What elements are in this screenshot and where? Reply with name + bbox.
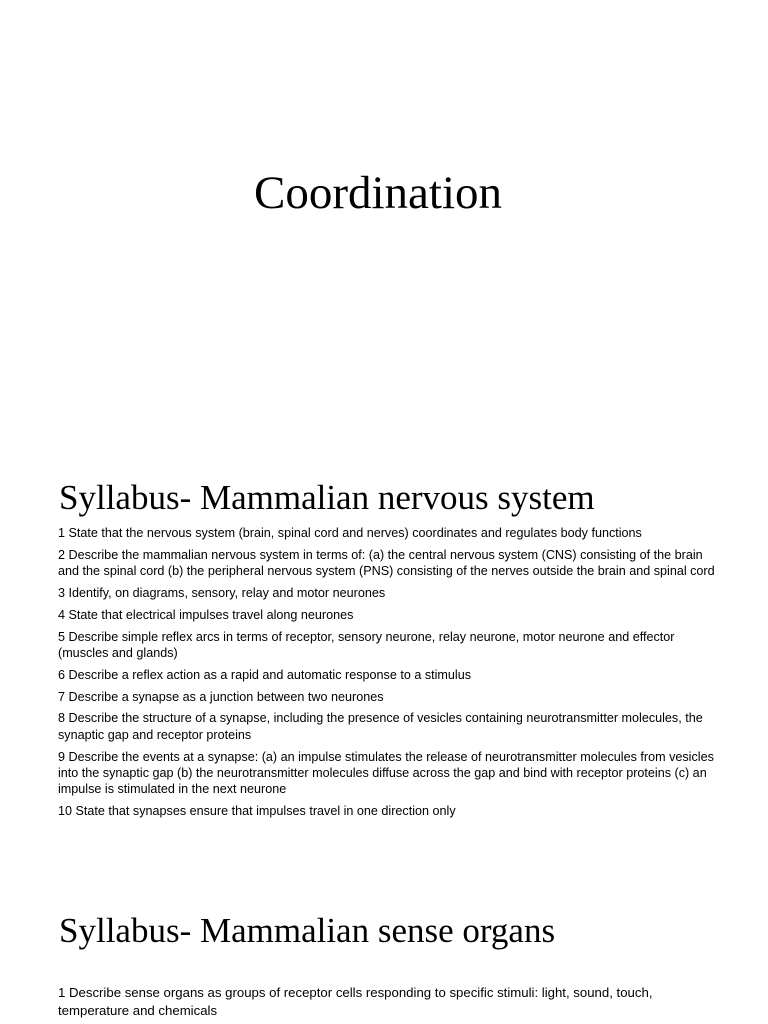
list-item: 6 Describe a reflex action as a rapid and automatic response to a stimulus bbox=[58, 667, 472, 682]
list-item: 2 Describe the mammalian nervous system in terms of: (a) the central nervous system (CNS) consisting of the brain and the spinal cord (b) the peripheral nervous system (PNS) consisting of the nerves outside the brain and spinal cord bbox=[58, 547, 715, 579]
list-item: 1 Describe sense organs as groups of receptor cells responding to specific stimuli: light, sound, touch, temperature and chemicals bbox=[58, 985, 653, 1018]
list-item: 9 Describe the events at a synapse: (a) an impulse stimulates the release of neurotransmitter molecules from vesicles into the synaptic gap (b) the neurotransmitter molecules diffuse across the gap and bind with receptor proteins (c) an impulse is stimulated in the next neurone bbox=[58, 749, 714, 797]
list-item: 8 Describe the structure of a synapse, including the presence of vesicles containing neurotransmitter molecules, the synaptic gap and receptor proteins bbox=[58, 711, 703, 742]
page-title: Coordination bbox=[253, 167, 503, 219]
title-slide bbox=[0, 0, 768, 460]
sense-organs-objectives bbox=[58, 984, 718, 1020]
section-heading-sense-organs: Syllabus- Mammalian sense organs bbox=[59, 911, 556, 950]
section-heading-nervous-system: Syllabus- Mammalian nervous system bbox=[59, 478, 595, 517]
list-item: 1 State that the nervous system (brain, spinal cord and nerves) coordinates and regulates body functions bbox=[58, 526, 642, 540]
nervous-system-slide bbox=[0, 460, 768, 880]
list-item: 3 Identify, on diagrams, sensory, relay and motor neurones bbox=[58, 586, 386, 600]
list-item: 10 State that synapses ensure that impulses travel in one direction only bbox=[58, 804, 456, 819]
list-item: 5 Describe simple reflex arcs in terms of receptor, sensory neurone, relay neurone, motor neurone and effector (muscles and glands) bbox=[58, 629, 675, 660]
nervous-system-objectives bbox=[58, 525, 718, 825]
list-item: 4 State that electrical impulses travel along neurones bbox=[58, 607, 354, 622]
list-item: 7 Describe a synapse as a junction between two neurones bbox=[58, 689, 384, 704]
sense-organs-slide bbox=[0, 880, 768, 1024]
